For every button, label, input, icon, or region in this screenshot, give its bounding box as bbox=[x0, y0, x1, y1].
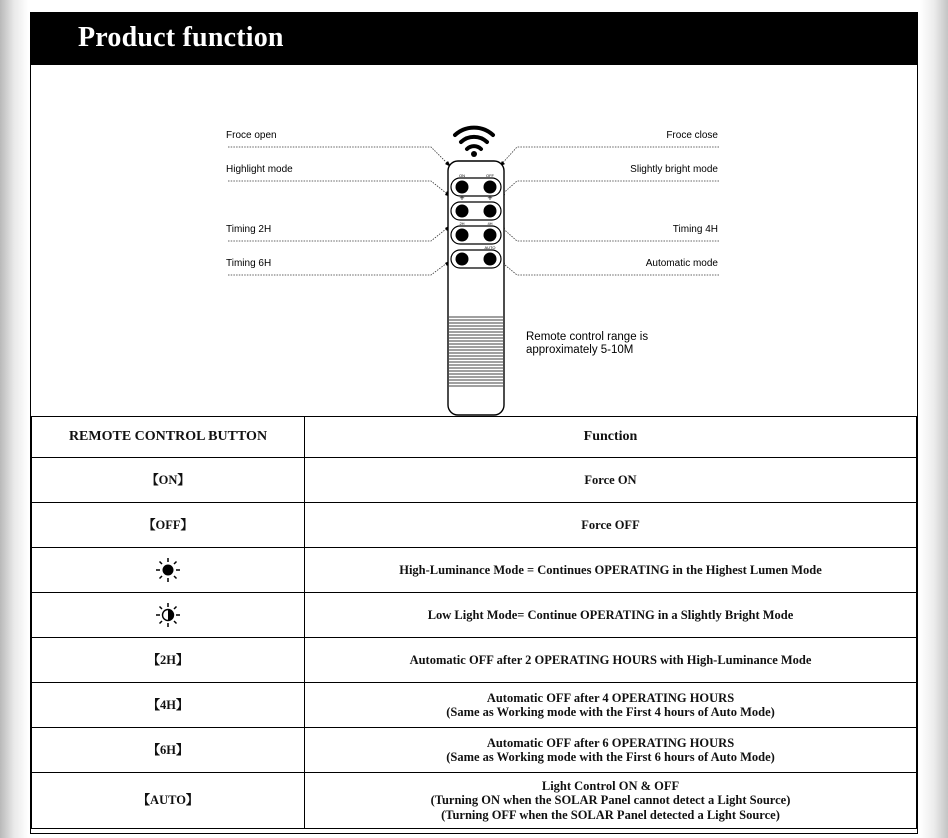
function-line: (Same as Working mode with the First 4 hours of Auto Mode) bbox=[446, 705, 775, 719]
label-slightly-bright-mode: Slightly bright mode bbox=[630, 164, 718, 175]
table-row bbox=[32, 773, 917, 829]
function-line: (Turning OFF when the SOLAR Panel detected a Light Source) bbox=[441, 807, 780, 822]
function-cell: High-Luminance Mode = Continues OPERATING in the Highest Lumen Mode bbox=[305, 548, 917, 593]
function-line: (Turning ON when the SOLAR Panel cannot detect a Light Source) bbox=[430, 793, 791, 808]
label-force-open: Froce open bbox=[226, 130, 277, 141]
function-line: (Same as Working mode with the First 6 hours of Auto Mode) bbox=[446, 750, 775, 764]
label-timing-6h: Timing 6H bbox=[226, 258, 272, 269]
remote-illustration bbox=[31, 65, 917, 417]
header-remote-button: REMOTE CONTROL BUTTON bbox=[32, 417, 305, 458]
range-note: Remote control range is approximately 5-10M bbox=[526, 331, 649, 356]
table-row bbox=[32, 503, 917, 548]
table-row bbox=[32, 593, 917, 638]
table-row bbox=[32, 683, 917, 728]
mark-4h: 4H bbox=[487, 221, 493, 226]
header-function: Function bbox=[305, 417, 917, 458]
header-bar bbox=[31, 13, 917, 65]
leader-slightly-bright bbox=[499, 181, 719, 197]
function-cell bbox=[305, 683, 917, 728]
table-row bbox=[32, 638, 917, 683]
function-cell: Low Light Mode= Continue OPERATING in a Slightly Bright Mode bbox=[305, 593, 917, 638]
leader-highlight-mode bbox=[228, 181, 451, 197]
leader-timing-2h bbox=[228, 225, 451, 241]
mark-on: ON bbox=[459, 173, 465, 178]
button-low-light bbox=[32, 593, 305, 638]
button-6h: 【6H】 bbox=[32, 728, 305, 773]
label-timing-4h: Timing 4H bbox=[672, 224, 718, 235]
product-function-sheet bbox=[30, 12, 918, 834]
table-row bbox=[32, 458, 917, 503]
sun-half-icon bbox=[155, 602, 181, 628]
label-timing-2h: Timing 2H bbox=[226, 224, 272, 235]
wifi-signal-icon bbox=[455, 128, 493, 149]
function-cell: Force ON bbox=[305, 458, 917, 503]
table-header-row bbox=[32, 417, 917, 458]
function-cell bbox=[305, 728, 917, 773]
leader-force-open bbox=[228, 147, 451, 167]
label-automatic-mode: Automatic mode bbox=[645, 258, 718, 269]
leader-timing-6h bbox=[228, 260, 451, 275]
label-force-close: Froce close bbox=[666, 130, 718, 141]
leader-force-close bbox=[499, 147, 719, 167]
function-line: Automatic OFF after 4 OPERATING HOURS bbox=[486, 690, 735, 705]
function-cell: Automatic OFF after 2 OPERATING HOURS with High-Luminance Mode bbox=[305, 638, 917, 683]
mark-plus-2: + bbox=[487, 193, 493, 203]
leader-timing-4h bbox=[499, 225, 719, 241]
mark-off: OFF bbox=[486, 173, 494, 178]
function-cell: Force OFF bbox=[305, 503, 917, 548]
button-auto: 【AUTO】 bbox=[32, 773, 305, 829]
remote-diagram bbox=[31, 65, 917, 417]
button-off: 【OFF】 bbox=[32, 503, 305, 548]
mark-plus-1: + bbox=[459, 193, 465, 203]
table-row bbox=[32, 728, 917, 773]
off-button-mark bbox=[484, 181, 497, 194]
function-table bbox=[31, 416, 917, 829]
page-title: Product function bbox=[78, 22, 284, 53]
function-line: Automatic OFF after 6 OPERATING HOURS bbox=[486, 735, 735, 750]
button-4h: 【4H】 bbox=[32, 683, 305, 728]
sun-full-icon bbox=[155, 557, 181, 583]
leader-automatic-mode bbox=[499, 260, 719, 275]
button-on: 【ON】 bbox=[32, 458, 305, 503]
table-row bbox=[32, 548, 917, 593]
on-button-mark bbox=[456, 181, 469, 194]
function-cell bbox=[305, 773, 917, 829]
mark-auto: AUTO bbox=[484, 245, 496, 250]
label-highlight-mode: Highlight mode bbox=[226, 164, 293, 175]
button-high-luminance bbox=[32, 548, 305, 593]
mark-2h: 2H bbox=[459, 221, 465, 226]
button-2h: 【2H】 bbox=[32, 638, 305, 683]
function-line: Light Control ON & OFF bbox=[541, 778, 680, 793]
